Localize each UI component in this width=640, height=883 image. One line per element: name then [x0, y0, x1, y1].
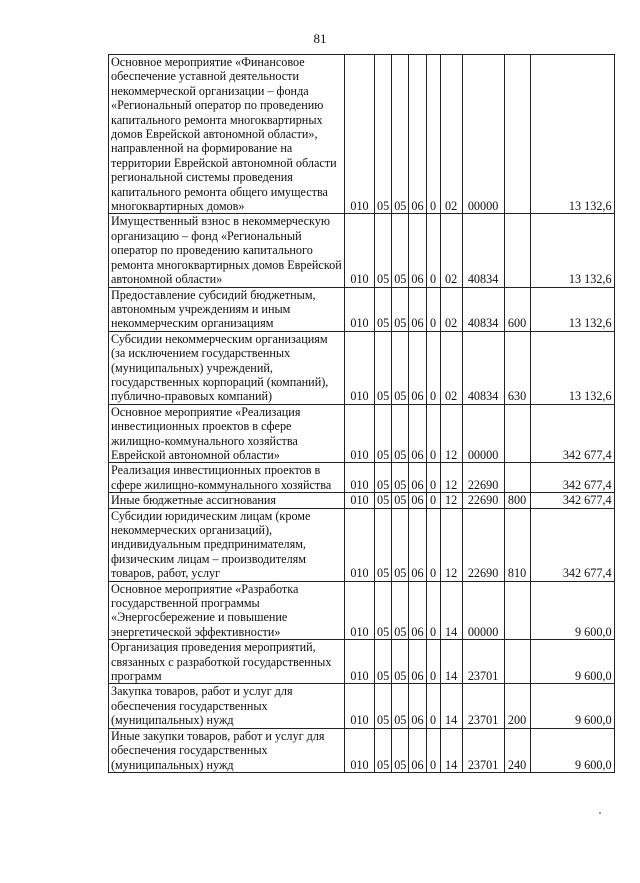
event-code-cell: 14	[440, 728, 462, 772]
direction-code-cell: 40834	[462, 331, 504, 404]
section-code-cell: 05	[375, 640, 392, 684]
section-code-cell: 05	[375, 331, 392, 404]
expense-type-cell: 800	[504, 493, 530, 508]
event-code-cell: 02	[440, 214, 462, 287]
row-name-cell: Основное мероприятие «Разработка государственной программы «Энергосбережение и повышение энергетической эффективности»	[109, 581, 345, 640]
program-code-cell: 06	[409, 684, 426, 728]
direction-code-cell: 00000	[462, 55, 504, 214]
amount-cell: 9 600,0	[530, 581, 614, 640]
program-code-cell: 06	[409, 287, 426, 331]
subprogram-code-cell: 0	[426, 508, 440, 581]
ministry-code-cell: 010	[345, 287, 375, 331]
amount-cell: 13 132,6	[530, 331, 614, 404]
subprogram-code-cell: 0	[426, 214, 440, 287]
ministry-code-cell: 010	[345, 463, 375, 493]
budget-table	[108, 54, 615, 773]
program-code-cell: 06	[409, 214, 426, 287]
amount-cell: 342 677,4	[530, 508, 614, 581]
table-row	[109, 493, 615, 508]
event-code-cell: 02	[440, 55, 462, 214]
subprogram-code-cell: 0	[426, 287, 440, 331]
page-number: 81	[313, 31, 327, 46]
section-code-cell: 05	[375, 684, 392, 728]
direction-code-cell: 22690	[462, 508, 504, 581]
subsection-code-cell: 05	[392, 463, 409, 493]
expense-type-cell: 630	[504, 331, 530, 404]
program-code-cell: 06	[409, 640, 426, 684]
subsection-code-cell: 05	[392, 684, 409, 728]
expense-type-cell: 600	[504, 287, 530, 331]
amount-cell: 13 132,6	[530, 214, 614, 287]
subprogram-code-cell: 0	[426, 640, 440, 684]
ministry-code-cell: 010	[345, 214, 375, 287]
row-name-cell: Предоставление субсидий бюджетным, автономным учреждениям и иным некоммерческим организациям	[109, 287, 345, 331]
section-code-cell: 05	[375, 728, 392, 772]
expense-type-cell	[504, 55, 530, 214]
row-name-cell: Организация проведения мероприятий, связанных с разработкой государственных программ	[109, 640, 345, 684]
direction-code-cell: 00000	[462, 581, 504, 640]
amount-cell: 342 677,4	[530, 463, 614, 493]
subprogram-code-cell: 0	[426, 331, 440, 404]
table-row	[109, 404, 615, 463]
direction-code-cell: 23701	[462, 640, 504, 684]
ministry-code-cell: 010	[345, 581, 375, 640]
ministry-code-cell: 010	[345, 508, 375, 581]
section-code-cell: 05	[375, 287, 392, 331]
row-name-cell: Реализация инвестиционных проектов в сфере жилищно-коммунального хозяйства	[109, 463, 345, 493]
amount-cell: 13 132,6	[530, 287, 614, 331]
row-name-cell: Иные закупки товаров, работ и услуг для обеспечения государственных (муниципальных) нужд	[109, 728, 345, 772]
table-row	[109, 640, 615, 684]
section-code-cell: 05	[375, 493, 392, 508]
amount-cell: 9 600,0	[530, 684, 614, 728]
subsection-code-cell: 05	[392, 331, 409, 404]
ministry-code-cell: 010	[345, 55, 375, 214]
subsection-code-cell: 05	[392, 55, 409, 214]
expense-type-cell	[504, 404, 530, 463]
subsection-code-cell: 05	[392, 581, 409, 640]
subprogram-code-cell: 0	[426, 493, 440, 508]
subsection-code-cell: 05	[392, 640, 409, 684]
table-row	[109, 508, 615, 581]
row-name-cell: Субсидии некоммерческим организациям (за исключением государственных (муниципальных) учреждений, государственных корпораций (компаний), публично-правовых компаний)	[109, 331, 345, 404]
table-row	[109, 331, 615, 404]
row-name-cell: Основное мероприятие «Финансовое обеспечение уставной деятельности некоммерческой организации – фонда «Региональный оператор по проведению капитального ремонта многоквартирных домов Еврейской автономной области», направленной на формирование на территории Еврейской автономной области региональной системы проведения капитального ремонта общего имущества многоквартирных домов»	[109, 55, 345, 214]
subsection-code-cell: 05	[392, 493, 409, 508]
section-code-cell: 05	[375, 214, 392, 287]
subprogram-code-cell: 0	[426, 404, 440, 463]
table-row	[109, 684, 615, 728]
direction-code-cell: 40834	[462, 287, 504, 331]
program-code-cell: 06	[409, 404, 426, 463]
table-row	[109, 463, 615, 493]
amount-cell: 342 677,4	[530, 493, 614, 508]
event-code-cell: 02	[440, 287, 462, 331]
table-row	[109, 581, 615, 640]
program-code-cell: 06	[409, 508, 426, 581]
event-code-cell: 12	[440, 404, 462, 463]
subsection-code-cell: 05	[392, 728, 409, 772]
ministry-code-cell: 010	[345, 728, 375, 772]
row-name-cell: Имущественный взнос в некоммерческую организацию – фонд «Региональный оператор по проведению капитального ремонта многоквартирных домов Еврейской автономной области»	[109, 214, 345, 287]
event-code-cell: 14	[440, 581, 462, 640]
event-code-cell: 14	[440, 640, 462, 684]
direction-code-cell: 23701	[462, 684, 504, 728]
expense-type-cell: 810	[504, 508, 530, 581]
program-code-cell: 06	[409, 728, 426, 772]
scan-speck	[599, 812, 601, 814]
expense-type-cell: 240	[504, 728, 530, 772]
event-code-cell: 12	[440, 508, 462, 581]
amount-cell: 342 677,4	[530, 404, 614, 463]
event-code-cell: 02	[440, 331, 462, 404]
direction-code-cell: 23701	[462, 728, 504, 772]
expense-type-cell	[504, 463, 530, 493]
ministry-code-cell: 010	[345, 493, 375, 508]
subprogram-code-cell: 0	[426, 55, 440, 214]
subprogram-code-cell: 0	[426, 684, 440, 728]
program-code-cell: 06	[409, 463, 426, 493]
program-code-cell: 06	[409, 55, 426, 214]
direction-code-cell: 22690	[462, 463, 504, 493]
amount-cell: 9 600,0	[530, 640, 614, 684]
expense-type-cell	[504, 581, 530, 640]
table-row	[109, 728, 615, 772]
row-name-cell: Закупка товаров, работ и услуг для обеспечения государственных (муниципальных) нужд	[109, 684, 345, 728]
section-code-cell: 05	[375, 404, 392, 463]
direction-code-cell: 40834	[462, 214, 504, 287]
expense-type-cell	[504, 640, 530, 684]
event-code-cell: 12	[440, 493, 462, 508]
subprogram-code-cell: 0	[426, 581, 440, 640]
section-code-cell: 05	[375, 581, 392, 640]
section-code-cell: 05	[375, 508, 392, 581]
event-code-cell: 14	[440, 684, 462, 728]
ministry-code-cell: 010	[345, 684, 375, 728]
row-name-cell: Иные бюджетные ассигнования	[109, 493, 345, 508]
amount-cell: 9 600,0	[530, 728, 614, 772]
subsection-code-cell: 05	[392, 214, 409, 287]
expense-type-cell	[504, 214, 530, 287]
direction-code-cell: 00000	[462, 404, 504, 463]
row-name-cell: Субсидии юридическим лицам (кроме некоммерческих организаций), индивидуальным предпринимателям, физическим лицам – производителям товаров, работ, услуг	[109, 508, 345, 581]
row-name-cell: Основное мероприятие «Реализация инвестиционных проектов в сфере жилищно-коммунального хозяйства Еврейской автономной области»	[109, 404, 345, 463]
section-code-cell: 05	[375, 55, 392, 214]
table-row	[109, 287, 615, 331]
subsection-code-cell: 05	[392, 404, 409, 463]
subprogram-code-cell: 0	[426, 728, 440, 772]
ministry-code-cell: 010	[345, 404, 375, 463]
program-code-cell: 06	[409, 493, 426, 508]
expense-type-cell: 200	[504, 684, 530, 728]
ministry-code-cell: 010	[345, 640, 375, 684]
amount-cell: 13 132,6	[530, 55, 614, 214]
table-row	[109, 55, 615, 214]
table-row	[109, 214, 615, 287]
event-code-cell: 12	[440, 463, 462, 493]
section-code-cell: 05	[375, 463, 392, 493]
subsection-code-cell: 05	[392, 287, 409, 331]
program-code-cell: 06	[409, 331, 426, 404]
subsection-code-cell: 05	[392, 508, 409, 581]
ministry-code-cell: 010	[345, 331, 375, 404]
direction-code-cell: 22690	[462, 493, 504, 508]
program-code-cell: 06	[409, 581, 426, 640]
subprogram-code-cell: 0	[426, 463, 440, 493]
